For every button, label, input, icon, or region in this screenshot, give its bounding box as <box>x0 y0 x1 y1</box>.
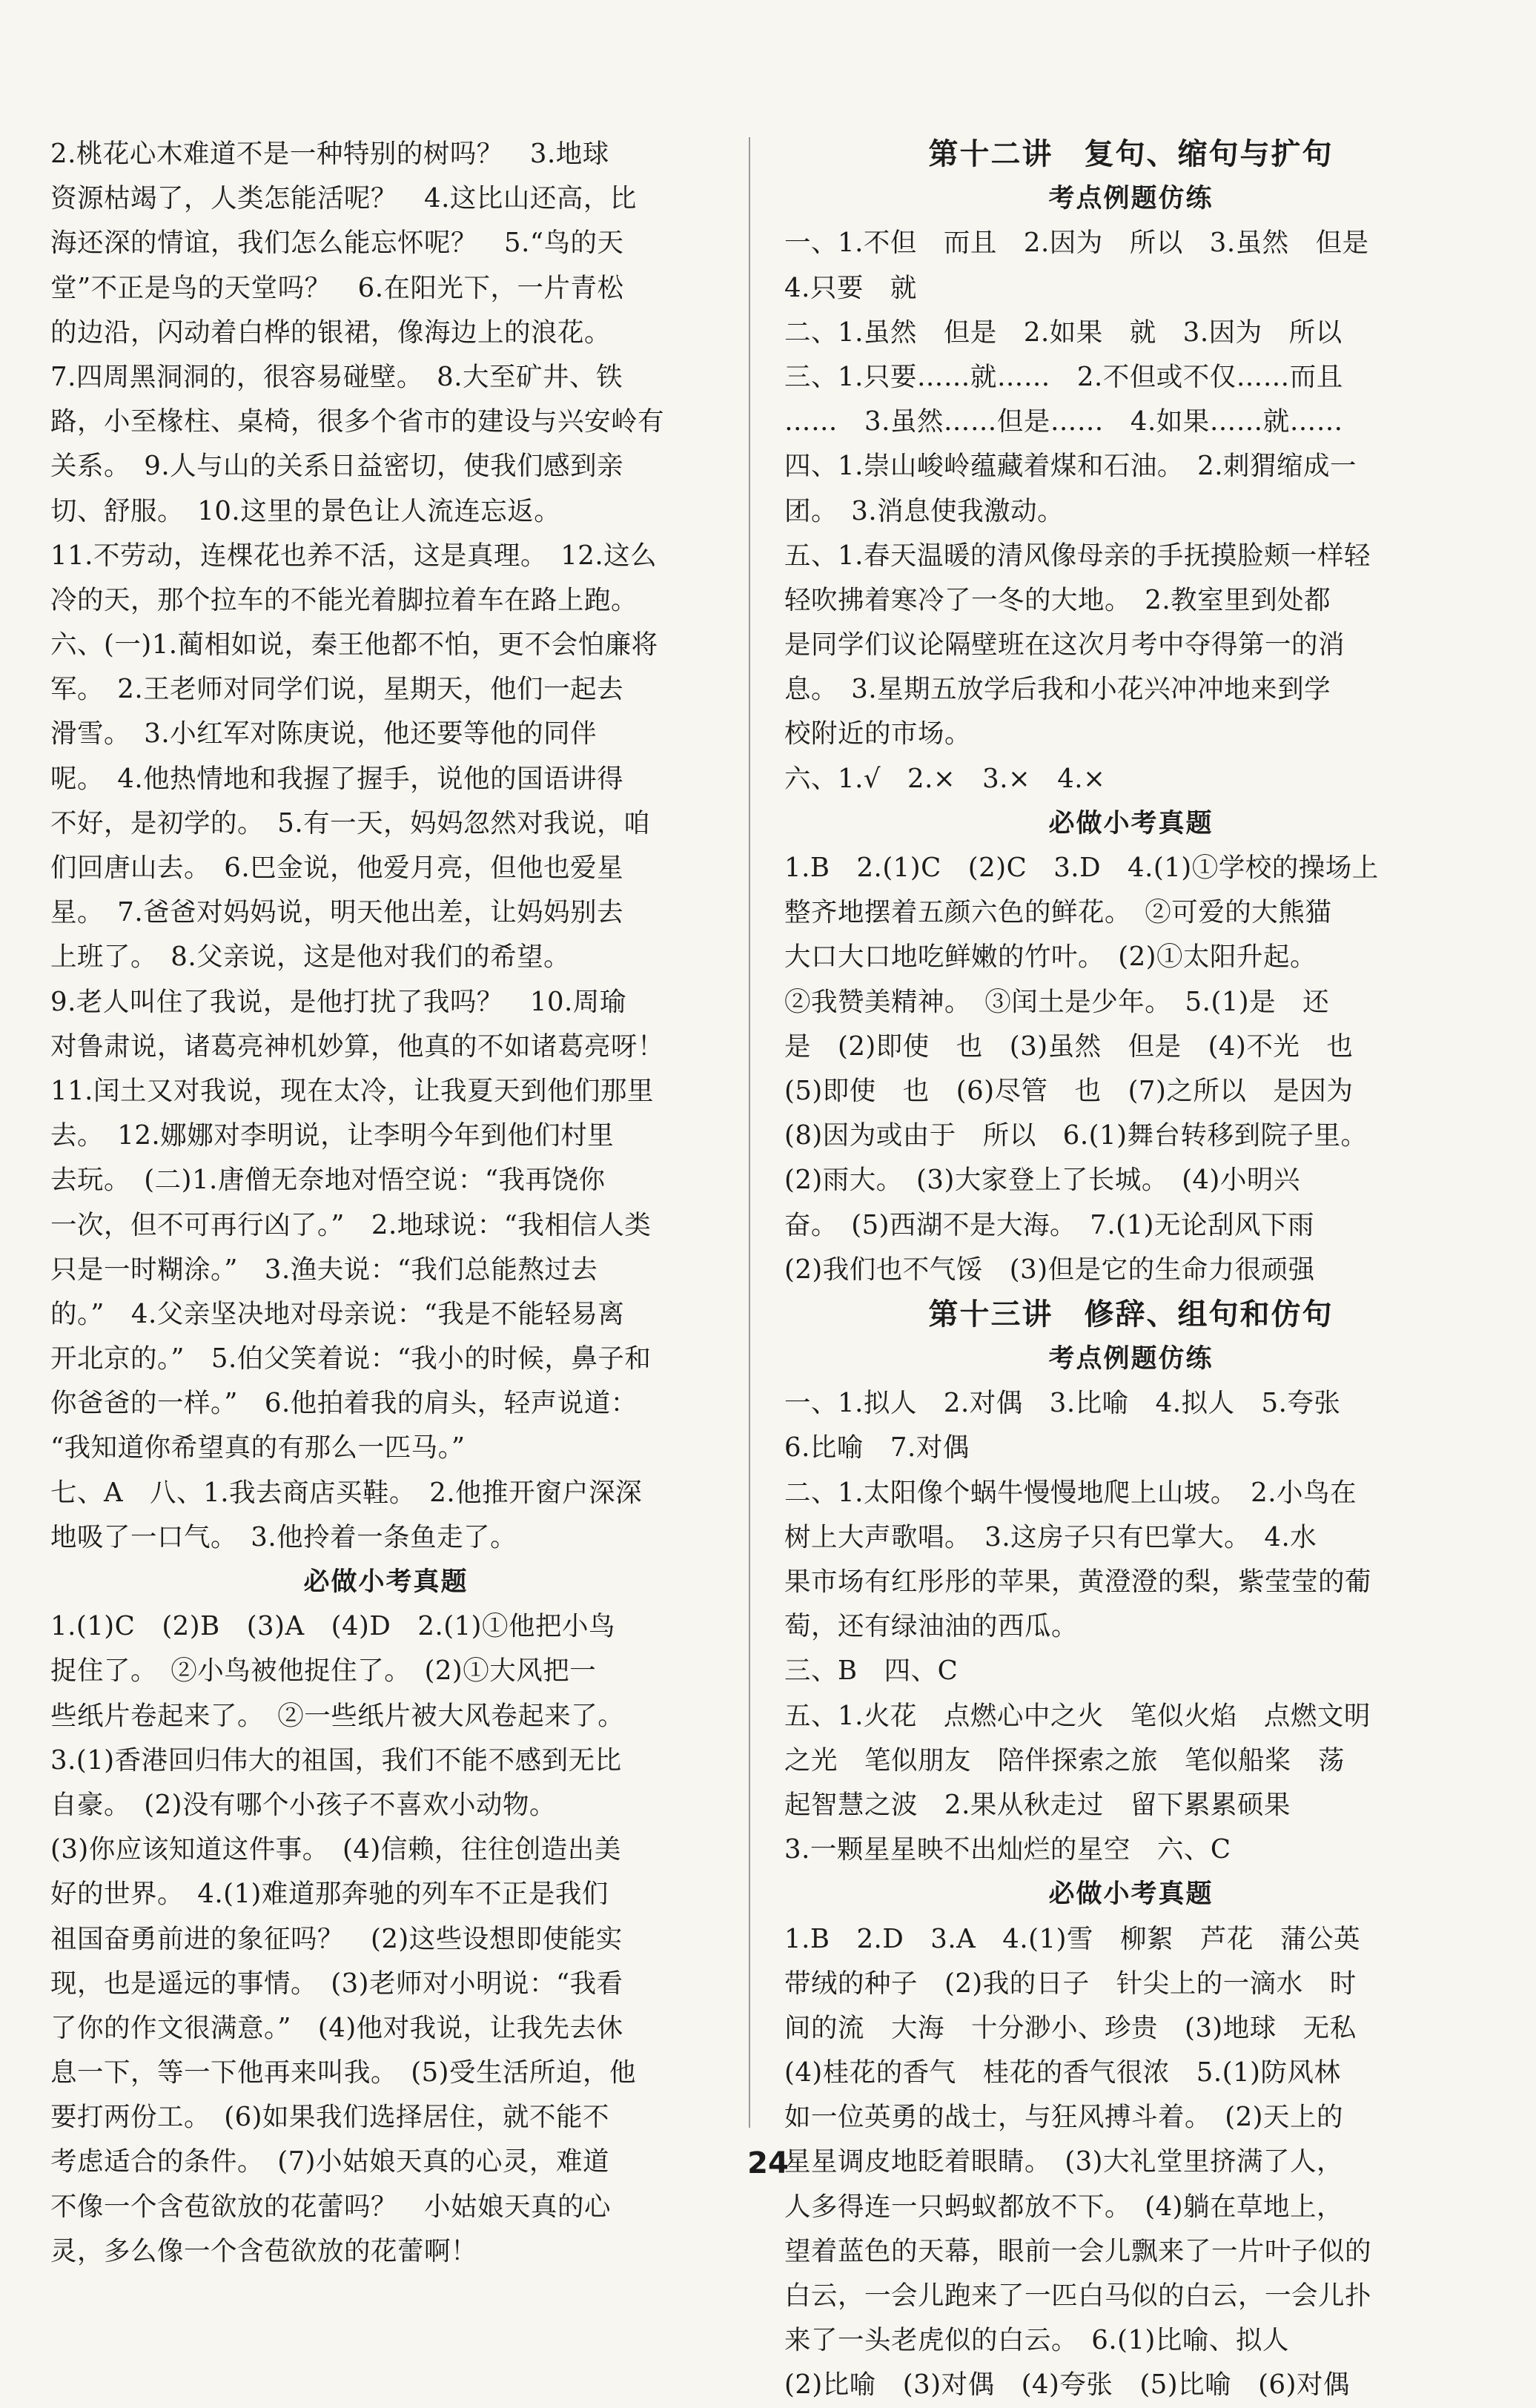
answer-line: 息。 3.星期五放学后我和小花兴冲冲地来到学 <box>784 674 1331 705</box>
answer-line: 星星调皮地眨着眼睛。 (3)大礼堂里挤满了人， <box>784 2146 1344 2177</box>
answer-line: …… 3.虽然……但是…… 4.如果……就…… <box>784 406 1343 437</box>
answer-line: 三、1.只要……就…… 2.不但或不仅……而且 <box>784 361 1343 392</box>
answer-line: 路，小至椽柱、桌椅，很多个省市的建设与兴安岭有 <box>50 406 665 437</box>
answer-line: 一次，但不可再行凶了。” 2.地球说：“我相信人类 <box>50 1209 652 1240</box>
answer-line: 萄，还有绿油油的西瓜。 <box>784 1611 1079 1642</box>
answer-line: 切、舒服。 10.这里的景色让人流连忘返。 <box>50 495 561 526</box>
answer-line: 6.比喻 7.对偶 <box>784 1432 970 1463</box>
answer-line: 4.只要 就 <box>784 272 917 303</box>
answer-line: 星。 7.爸爸对妈妈说，明天他出差，让妈妈别去 <box>50 897 624 928</box>
answer-line: 11.闰土又对我说，现在太冷，让我夏天到他们那里 <box>50 1075 654 1106</box>
answer-line: 五、1.春天温暖的清风像母亲的手抚摸脸颊一样轻 <box>784 540 1371 571</box>
answer-line: 间的流 大海 十分渺小、珍贵 (3)地球 无私 <box>784 2012 1357 2043</box>
answer-line: 些纸片卷起来了。 ②一些纸片被大风卷起来了。 <box>50 1700 625 1731</box>
answer-line: 六、(一)1.蔺相如说，秦王他都不怕，更不会怕廉将 <box>50 629 658 661</box>
answer-line: 对鲁肃说，诸葛亮神机妙算，他真的不如诸葛亮呀！ <box>50 1031 665 1062</box>
answer-line: 冷的天，那个拉车的不能光着脚拉着车在路上跑。 <box>50 584 638 615</box>
answer-line: 捉住了。 ②小鸟被他捉住了。 (2)①大风把一 <box>50 1656 597 1687</box>
answer-line: 1.(1)C (2)B (3)A (4)D 2.(1)①他把小鸟 <box>50 1611 616 1642</box>
section-heading: 第十二讲 复句、缩句与扩句 <box>928 136 1334 171</box>
answer-line: 3.一颗星星映不出灿烂的星空 六、C <box>784 1834 1231 1865</box>
answer-line: 开北京的。” 5.伯父笑着说：“我小的时候，鼻子和 <box>50 1343 652 1375</box>
answer-line: 来了一头老虎似的白云。 6.(1)比喻、拟人 <box>784 2325 1289 2356</box>
answer-line: 如一位英勇的战士，与狂风搏斗着。 (2)天上的 <box>784 2102 1344 2133</box>
answer-line: 滑雪。 3.小红军对陈庚说，他还要等他的同伴 <box>50 718 597 750</box>
answer-line: (2)雨大。 (3)大家登上了长城。 (4)小明兴 <box>784 1165 1300 1196</box>
column-divider <box>749 137 750 2128</box>
answer-line: (8)因为或由于 所以 6.(1)舞台转移到院子里。 <box>784 1120 1368 1151</box>
answer-line: 堂”不正是鸟的天堂吗？ 6.在阳光下，一片青松 <box>50 272 624 303</box>
answer-line: 地吸了一口气。 3.他拎着一条鱼走了。 <box>50 1521 517 1552</box>
answer-line: 呢。 4.他热情地和我握了握手，说他的国语讲得 <box>50 763 624 794</box>
answer-line: 团。 3.消息使我激动。 <box>784 495 1065 526</box>
answer-line: 息一下，等一下他再来叫我。 (5)受生活所迫，他 <box>50 2057 637 2088</box>
answer-line: 军。 2.王老师对同学们说，星期天，他们一起去 <box>50 674 624 705</box>
answer-line: 好的世界。 4.(1)难道那奔驰的列车不正是我们 <box>50 1879 609 1910</box>
answer-line: 二、1.太阳像个蜗牛慢慢地爬上山坡。 2.小鸟在 <box>784 1477 1357 1508</box>
answer-line: 7.四周黑洞洞的，很容易碰壁。 8.大至矿井、铁 <box>50 361 623 392</box>
subsection-heading: 考点例题仿练 <box>1048 1343 1214 1375</box>
answer-line: 三、B 四、C <box>784 1656 959 1687</box>
answer-line: 的边沿，闪动着白桦的银裙，像海边上的浪花。 <box>50 317 612 348</box>
answer-line: 不好，是初学的。 5.有一天，妈妈忽然对我说，咱 <box>50 807 651 838</box>
section-heading: 第十三讲 修辞、组句和仿句 <box>928 1296 1334 1332</box>
answer-line: 树上大声歌唱。 3.这房子只有巴掌大。 4.水 <box>784 1521 1317 1552</box>
answer-line: 白云，一会儿跑来了一匹白马似的白云，一会儿扑 <box>784 2280 1372 2311</box>
answer-line: 现，也是遥远的事情。 (3)老师对小明说：“我看 <box>50 1968 623 1999</box>
subsection-heading: 必做小考真题 <box>1048 1879 1214 1910</box>
answer-line: 是 (2)即使 也 (3)虽然 但是 (4)不光 也 <box>784 1031 1354 1062</box>
answer-line: (2)我们也不气馁 (3)但是它的生命力很顽强 <box>784 1254 1315 1285</box>
answer-line: (3)你应该知道这件事。 (4)信赖，往往创造出美 <box>50 1834 621 1865</box>
answer-line: 四、1.崇山峻岭蕴藏着煤和石油。 2.刺猬缩成一 <box>784 451 1357 482</box>
answer-line: 一、1.拟人 2.对偶 3.比喻 4.拟人 5.夸张 <box>784 1388 1341 1419</box>
answer-line: 海还深的情谊，我们怎么能忘怀呢？ 5.“鸟的天 <box>50 228 624 259</box>
answer-line: 上班了。 8.父亲说，这是他对我们的希望。 <box>50 942 571 973</box>
answer-line: (5)即使 也 (6)尽管 也 (7)之所以 是因为 <box>784 1075 1354 1106</box>
answer-line: 资源枯竭了，人类怎能活呢？ 4.这比山还高，比 <box>50 183 637 214</box>
answer-line: 五、1.火花 点燃心中之火 笔似火焰 点燃文明 <box>784 1700 1371 1731</box>
answer-line: 六、1.√ 2.× 3.× 4.× <box>784 763 1106 794</box>
answer-line: 人多得连一只蚂蚁都放不下。 (4)躺在草地上， <box>784 2191 1344 2222</box>
subsection-heading: 必做小考真题 <box>303 1567 469 1597</box>
answer-line: 二、1.虽然 但是 2.如果 就 3.因为 所以 <box>784 317 1343 348</box>
answer-line: 起智慧之波 2.果从秋走过 留下累累硕果 <box>784 1789 1291 1820</box>
answer-line: “我知道你希望真的有那么一匹马。” <box>50 1432 466 1463</box>
answer-line: 11.不劳动，连棵花也养不活，这是真理。 12.这么 <box>50 540 658 571</box>
answer-line: 校附近的市场。 <box>784 718 972 750</box>
answer-line: 关系。 9.人与山的关系日益密切，使我们感到亲 <box>50 451 624 482</box>
answer-line: 要打两份工。 (6)如果我们选择居住，就不能不 <box>50 2102 610 2133</box>
answer-line: ②我赞美精神。 ③闰土是少年。 5.(1)是 还 <box>784 986 1330 1017</box>
left-column <box>50 132 721 2274</box>
answer-line: 9.老人叫住了我说，是他打扰了我吗？ 10.周瑜 <box>50 986 626 1017</box>
answer-line: 望着蓝色的天幕，眼前一会儿飘来了一片叶子似的 <box>784 2235 1372 2266</box>
answer-line: 去。 12.娜娜对李明说，让李明今年到他们村里 <box>50 1120 615 1151</box>
answer-line: 大口大口地吃鲜嫩的竹叶。 (2)①太阳升起。 <box>784 942 1317 973</box>
answer-line: 1.B 2.(1)C (2)C 3.D 4.(1)①学校的操场上 <box>784 853 1379 883</box>
answer-line: 一、1.不但 而且 2.因为 所以 3.虽然 但是 <box>784 228 1369 259</box>
answer-line: 的。” 4.父亲坚决地对母亲说：“我是不能轻易离 <box>50 1298 625 1329</box>
answer-line: (4)桂花的香气 桂花的香气很浓 5.(1)防风林 <box>784 2057 1341 2088</box>
answer-line: 你爸爸的一样。” 6.他拍着我的肩头，轻声说道： <box>50 1388 638 1419</box>
answer-line: 奋。 (5)西湖不是大海。 7.(1)无论刮风下雨 <box>784 1209 1314 1240</box>
answer-line: 整齐地摆着五颜六色的鲜花。 ②可爱的大熊猫 <box>784 897 1332 928</box>
answer-line: 之光 笔似朋友 陪伴探索之旅 笔似船桨 荡 <box>784 1744 1345 1776</box>
subsection-heading: 必做小考真题 <box>1048 807 1214 838</box>
answer-line: (2)比喻 (3)对偶 (4)夸张 (5)比喻 (6)对偶 <box>784 2369 1350 2401</box>
answer-line: 3.(1)香港回归伟大的祖国，我们不能不感到无比 <box>50 1744 622 1776</box>
answer-line: 考虑适合的条件。 (7)小姑娘天真的心灵，难道 <box>50 2146 610 2177</box>
page-number: 24 <box>747 2146 789 2180</box>
answer-line: 轻吹拂着寒冷了一冬的大地。 2.教室里到处都 <box>784 584 1331 615</box>
answer-line: 了你的作文很满意。” (4)他对我说，让我先去休 <box>50 2012 623 2043</box>
answer-line: 灵，多么像一个含苞欲放的花蕾啊！ <box>50 2235 478 2266</box>
answer-line: 去玩。 (二)1.唐僧无奈地对悟空说：“我再饶你 <box>50 1165 606 1196</box>
answer-line: 带绒的种子 (2)我的日子 针尖上的一滴水 时 <box>784 1968 1357 1999</box>
answer-line: 果市场有红彤彤的苹果，黄澄澄的梨，紫莹莹的葡 <box>784 1567 1372 1597</box>
answer-line: 1.B 2.D 3.A 4.(1)雪 柳絮 芦花 蒲公英 <box>784 1923 1360 1954</box>
answer-line: 们回唐山去。 6.巴金说，他爱月亮，但他也爱星 <box>50 853 624 883</box>
answer-line: 祖国奋勇前进的象征吗？ (2)这些设想即使能实 <box>50 1923 623 1954</box>
answer-line: 2.桃花心木难道不是一种特别的树吗？ 3.地球 <box>50 139 609 169</box>
subsection-heading: 考点例题仿练 <box>1048 183 1214 214</box>
answer-line: 不像一个含苞欲放的花蕾吗？ 小姑娘天真的心 <box>50 2191 612 2222</box>
right-column <box>784 132 1477 2408</box>
answer-line: 只是一时糊涂。” 3.渔夫说：“我们总能熬过去 <box>50 1254 598 1285</box>
answer-line: 七、A 八、1.我去商店买鞋。 2.他推开窗户深深 <box>50 1477 643 1508</box>
answer-line: 是同学们议论隔壁班在这次月考中夺得第一的消 <box>784 629 1345 661</box>
answer-line: 自豪。 (2)没有哪个小孩子不喜欢小动物。 <box>50 1789 557 1820</box>
